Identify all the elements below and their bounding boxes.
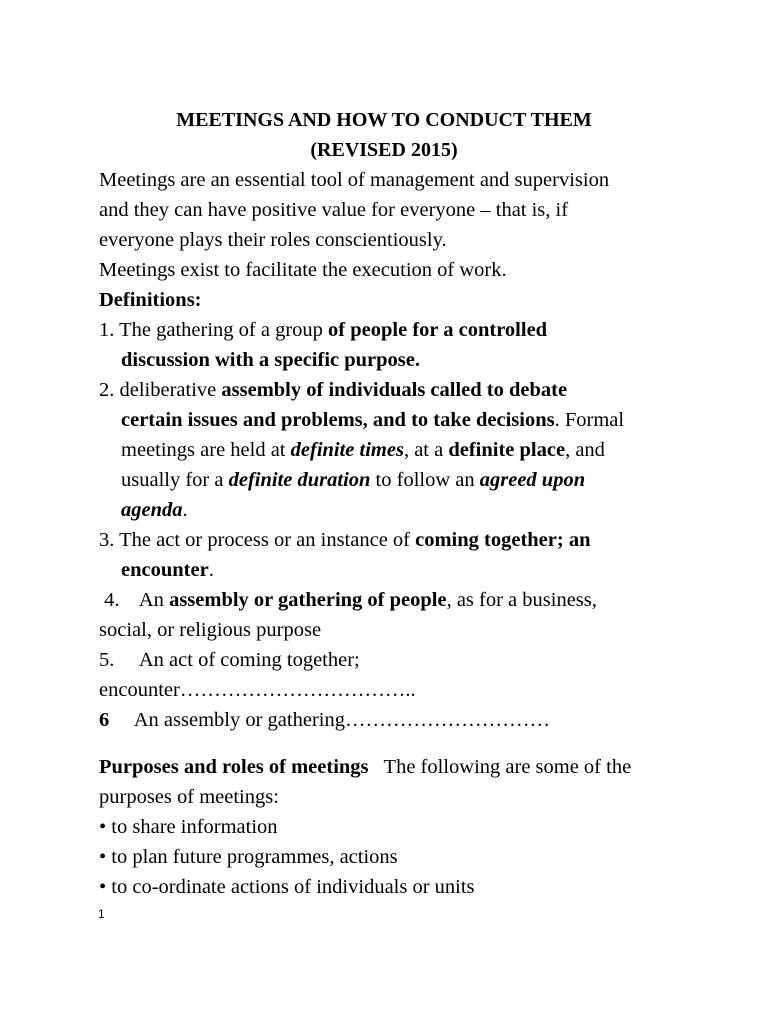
purpose-bullet-2: • to plan future programmes, actions — [99, 846, 398, 868]
def4-text: 4. An — [99, 589, 170, 611]
def3-text: 3. The act or process or an instance of — [99, 529, 416, 551]
purpose-bullet-3: • to co-ordinate actions of individuals or units — [99, 876, 475, 898]
def3-encounter: encounter — [121, 559, 209, 581]
def1-bold-2: discussion with a specific purpose. — [121, 349, 421, 371]
def6-number: 6 — [99, 709, 110, 731]
purposes-heading-line — [99, 755, 631, 779]
purposes-heading: Purposes and roles of meetings — [99, 756, 369, 778]
purpose-bullet-1: • to share information — [99, 816, 278, 838]
def2-agreed-upon: agreed upon — [479, 469, 586, 491]
def2-agenda: agenda — [121, 499, 183, 521]
def2-definite-duration: definite duration — [228, 469, 371, 491]
purposes-line-2: purposes of meetings: — [99, 786, 279, 808]
def4-text-2: , as for a business, — [446, 589, 597, 611]
def3-bold: coming together; an — [415, 529, 591, 551]
definition-3-line-2 — [121, 558, 214, 582]
def3-period: . — [208, 559, 214, 581]
intro-line-1: Meetings are an essential tool of management and supervision — [99, 169, 610, 191]
definition-2-line-1 — [99, 378, 567, 402]
def2-text-3: meetings are held at — [121, 439, 291, 461]
def1-text: 1. The gathering of a group — [99, 319, 329, 341]
def2-text-6: usually for a — [121, 469, 229, 491]
definition-6-line — [99, 708, 550, 732]
definitions-heading-text: Definitions: — [99, 289, 202, 311]
definition-5-line-2 — [99, 678, 416, 702]
definition-4-line-2: social, or religious purpose — [99, 619, 322, 641]
def6-dots: ………………………… — [344, 709, 550, 731]
intro-line-2: and they can have positive value for everyone – that is, if — [99, 199, 569, 221]
title-line-2: (REVISED 2015) — [310, 139, 458, 161]
definition-1-line-2 — [121, 348, 420, 372]
def2-text: 2. deliberative — [99, 379, 222, 401]
definitions-heading — [99, 288, 202, 312]
def5-dots: …………………………….. — [179, 679, 416, 701]
purposes-intro: The following are some of the — [368, 756, 632, 778]
title-line-1: MEETINGS AND HOW TO CONDUCT THEM — [176, 109, 592, 131]
definition-5-line-1: 5. An act of coming together; — [99, 649, 360, 671]
def6-text: An assembly or gathering — [109, 709, 345, 731]
intro-line-3: everyone plays their roles conscientiously. — [99, 229, 447, 251]
def2-period: . — [182, 499, 188, 521]
definition-3-line-1 — [99, 528, 590, 552]
definition-4-line-1 — [99, 588, 597, 612]
def1-bold: of people for a controlled — [328, 319, 548, 341]
intro-line-4: Meetings exist to facilitate the execution of work. — [99, 259, 507, 281]
definition-2-line-2 — [121, 408, 624, 432]
definition-1-line-1 — [99, 318, 547, 342]
page-number: 1 — [98, 907, 105, 921]
def2-definite-place: definite place — [448, 439, 566, 461]
def2-bold-2: certain issues and problems, and to take decisions — [121, 409, 555, 431]
def2-bold: assembly of individuals called to debate — [221, 379, 568, 401]
definition-2-line-4 — [121, 468, 585, 492]
def2-text-7: to follow an — [370, 469, 480, 491]
def2-definite-times: definite times — [290, 439, 404, 461]
definition-2-line-3 — [121, 438, 605, 462]
def2-text-5: , and — [565, 439, 605, 461]
def4-bold: assembly or gathering of people — [169, 589, 447, 611]
def2-text-4: , at a — [403, 439, 449, 461]
definition-2-line-5 — [121, 498, 188, 522]
def5-encounter: encounter — [99, 679, 180, 701]
def2-text-2: . Formal — [554, 409, 625, 431]
